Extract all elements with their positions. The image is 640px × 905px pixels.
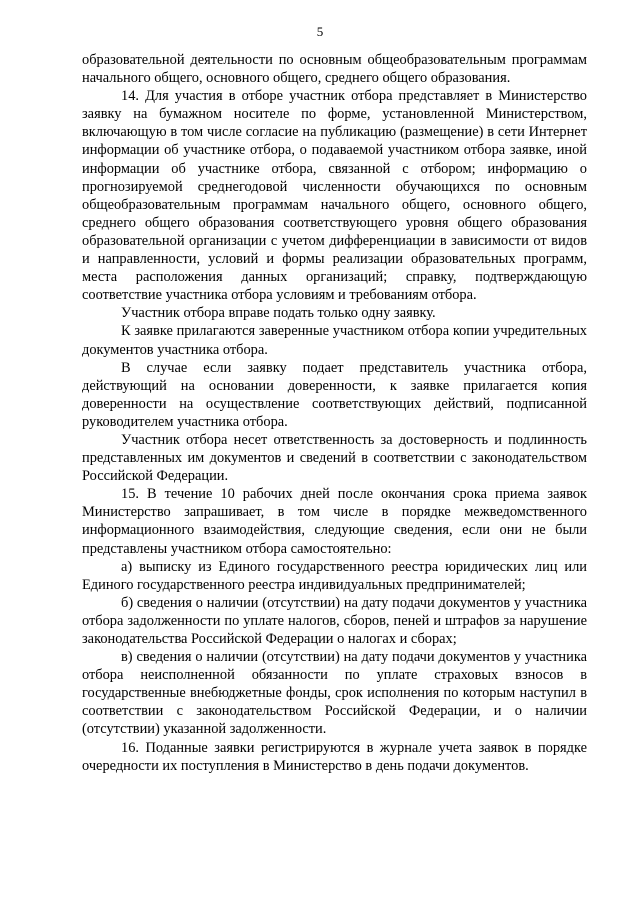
list-item-a: а) выписку из Единого государственного реестра юридических лиц или Единого государственного реестра индивидуальных предпринимателей;	[82, 558, 587, 593]
list-item-v: в) сведения о наличии (отсутствии) на дату подачи документов у участника отбора неисполненной обязанности по уплате страховых взносов в государственные внебюджетные фонды, срок исполнения по которым наступил в соответствии с законодательством Российской Федерации, и о наличии (отсутствии) указанной задолженности.	[82, 649, 587, 738]
paragraph-representative: В случае если заявку подает представитель участника отбора, действующий на основании доверенности, к заявке прилагается копия доверенности на осуществление соответствующих действий, подписанной руководителем участника отбора.	[82, 359, 587, 430]
list-item-b: б) сведения о наличии (отсутствии) на дату подачи документов у участника отбора задолженности по уплате налогов, сборов, пеней и штрафов за нарушение законодательства Российской Федерации о налогах и сборах;	[82, 594, 587, 647]
paragraph-item-14: 14. Для участия в отборе участник отбора представляет в Министерство заявку на бумажном носителе по форме, установленной Министерством, включающую в том числе согласие на публикацию (размещение) в сети Интернет информации об участнике отбора, о подаваемой участником отбора заявке, иной информации об участнике отбора, связанной с отбором; информацию о прогнозируемой среднегодовой численности обучающихся по основным общеобразовательным программам начального общего, основного общего, среднего общего образования соответствующего уровня общего образования образовательной организации с учетом дифференциации в зависимости от видов и направленности, условий и формы реализации образовательных программ, места расположения данных организаций; справку, подтверждающую соответствие участника отбора условиям и требованиям отбора.	[82, 88, 587, 304]
paragraph-continuation: образовательной деятельности по основным общеобразовательным программам начального общего, основного общего, среднего общего образования.	[82, 52, 587, 87]
page-number: 5	[316, 24, 324, 39]
paragraph-item-16: 16. Поданные заявки регистрируются в журнале учета заявок в порядке очередности их поступления в Министерство в день подачи документов.	[82, 739, 587, 774]
paragraph-item-15: 15. В течение 10 рабочих дней после окончания срока приема заявок Министерство запрашивает, в том числе в порядке межведомственного информационного взаимодействия, следующие сведения, если они не были представлены участником отбора самостоятельно:	[82, 486, 587, 557]
paragraph-attachments: К заявке прилагаются заверенные участником отбора копии учредительных документов участника отбора.	[82, 323, 587, 358]
paragraph-responsibility: Участник отбора несет ответственность за достоверность и подлинность представленных им документов и сведений в соответствии с законодательством Российской Федерации.	[82, 431, 587, 485]
paragraph-one-application: Участник отбора вправе подать только одну заявку.	[121, 305, 436, 322]
document-body	[82, 51, 587, 775]
